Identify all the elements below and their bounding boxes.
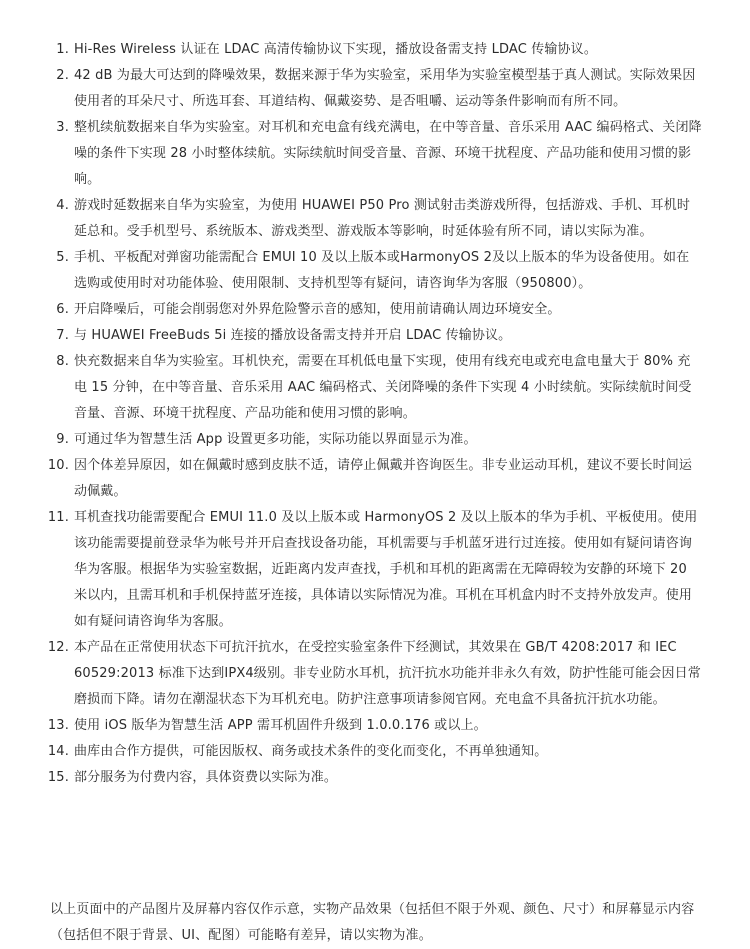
footnote-text: 快充数据来自华为实验室。耳机快充，需要在耳机低电量下实现，使用有线充电或充电盒电量大于 80% 充电 15 分钟，在中等音量、音乐采用 AAC 编码格式、关闭降噪的条件下实现 4 小时续航。实际续航时间受音量、音源、环境干扰程度、产品功能和使用习惯的影响。 <box>74 354 692 421</box>
footnote-number: 8. <box>56 354 69 369</box>
footnote-text: 耳机查找功能需要配合 EMUI 11.0 及以上版本或 HarmonyOS 2 及以上版本的华为手机、平板使用。使用该功能需要提前登录华为帐号并开启查找设备功能，耳机需要与手机蓝牙进行过连接。使用如有疑问请咨询华为客服。根据华为实验室数据，近距离内发声查找，手机和耳机的距离需在无障碍较为安静的环境下 20 米以内，且需耳机和手机保持蓝牙连接，具体请以实际情况为准。耳机在耳机盒内时不支持外放发声。使用如有疑问请咨询华为客服。 <box>74 510 698 629</box>
footnote-text: 整机续航数据来自华为实验室。对耳机和充电盒有线充满电，在中等音量、音乐采用 AAC 编码格式、关闭降噪的条件下实现 28 小时整体续航。实际续航时间受音量、音源、环境干扰程度、产品功能和使用习惯的影响。 <box>74 120 702 187</box>
footnote-text: 游戏时延数据来自华为实验室，为使用 HUAWEI P50 Pro 测试射击类游戏所得，包括游戏、手机、耳机时延总和。受手机型号、系统版本、游戏类型、游戏版本等影响，时延体验有所不同，请以实际为准。 <box>74 198 691 239</box>
footnote-item <box>46 63 702 115</box>
footnote-number: 11. <box>47 510 69 525</box>
footnote-item <box>46 349 702 427</box>
footnote-number: 12. <box>47 640 69 655</box>
footnote-text: 本产品在正常使用状态下可抗汗抗水，在受控实验室条件下经测试，其效果在 GB/T 4208:2017 和 IEC 60529:2013 标准下达到IPX4级别。非专业防水耳机，抗汗抗水功能并非永久有效，防护性能可能会因日常磨损而下降。请勿在潮湿状态下为耳机充电。防护注意事项请参阅官网。充电盒不具备抗汗抗水功能。 <box>74 640 701 707</box>
footnote-number: 7. <box>56 328 69 343</box>
footnote-item <box>46 193 702 245</box>
footnote-number: 10. <box>47 458 69 473</box>
footnote-item <box>46 297 702 323</box>
footnote-text: 开启降噪后，可能会削弱您对外界危险警示音的感知，使用前请确认周边环境安全。 <box>74 302 561 317</box>
footnote-number: 15. <box>47 770 69 785</box>
footnote-text: Hi-Res Wireless 认证在 LDAC 高清传输协议下实现，播放设备需支持 LDAC 传输协议。 <box>74 42 597 57</box>
footnote-number: 9. <box>56 432 69 447</box>
footnote-text: 曲库由合作方提供，可能因版权、商务或技术条件的变化而变化，不再单独通知。 <box>74 744 548 759</box>
footnote-item <box>46 713 702 739</box>
footnote-item <box>46 323 702 349</box>
footnote-item <box>46 453 702 505</box>
footnote-item <box>46 245 702 297</box>
footnote-text: 与 HUAWEI FreeBuds 5i 连接的播放设备需支持并开启 LDAC 传输协议。 <box>74 328 512 343</box>
footnote-number: 14. <box>47 744 69 759</box>
footnote-item <box>46 115 702 193</box>
disclaimer-text: 以上页面中的产品图片及屏幕内容仅作示意，实物产品效果（包括但不限于外观、颜色、尺寸）和屏幕显示内容（包括但不限于背景、UI、配图）可能略有差异，请以实物为准。 <box>50 902 695 943</box>
footnote-item <box>46 427 702 453</box>
footnote-list <box>46 37 702 791</box>
footnote-number: 1. <box>56 42 69 57</box>
footnote-item <box>46 505 702 635</box>
footnote-text: 部分服务为付费内容，具体资费以实际为准。 <box>74 770 338 785</box>
footnote-item <box>46 635 702 713</box>
footnote-text: 手机、平板配对弹窗功能需配合 EMUI 10 及以上版本或HarmonyOS 2及以上版本的华为设备使用。如在选购或使用时对功能体验、使用限制、支持机型等有疑问，请咨询华为客服（950800）。 <box>74 250 690 291</box>
footnote-text: 可通过华为智慧生活 App 设置更多功能，实际功能以界面显示为准。 <box>74 432 477 447</box>
footnote-number: 6. <box>56 302 69 317</box>
footnote-number: 5. <box>56 250 69 265</box>
footnote-text: 使用 iOS 版华为智慧生活 APP 需耳机固件升级到 1.0.0.176 或以上。 <box>74 718 487 733</box>
footnote-number: 13. <box>47 718 69 733</box>
footnote-text: 因个体差异原因，如在佩戴时感到皮肤不适，请停止佩戴并咨询医生。非专业运动耳机，建议不要长时间运动佩戴。 <box>74 458 693 499</box>
footnote-item <box>46 739 702 765</box>
footnote-number: 4. <box>56 198 69 213</box>
footnote-item <box>46 37 702 63</box>
footnote-text: 42 dB 为最大可达到的降噪效果，数据来源于华为实验室，采用华为实验室模型基于真人测试。实际效果因使用者的耳朵尺寸、所选耳套、耳道结构、佩戴姿势、是否咀嚼、运动等条件影响而有所不同。 <box>74 68 696 109</box>
footnote-number: 2. <box>56 68 69 83</box>
footnote-number: 3. <box>56 120 69 135</box>
footnote-item <box>46 765 702 791</box>
